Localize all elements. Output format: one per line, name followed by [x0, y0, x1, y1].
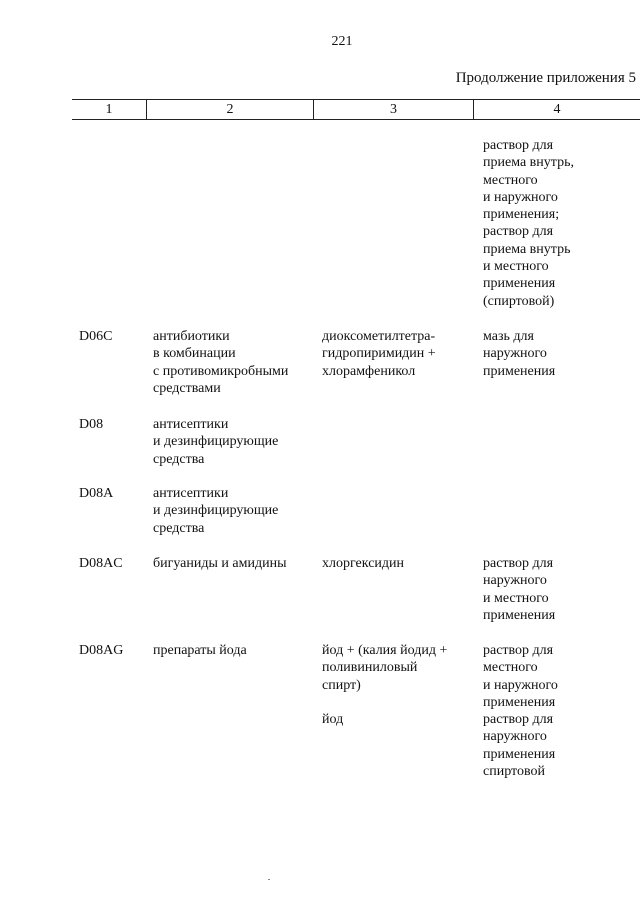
group-name-cell: антисептики и дезинфицирующие средства [153, 486, 279, 536]
column-header-1: 1 [105, 102, 113, 117]
dosage-forms-cell: раствор для наружного применения спиртовой [483, 712, 556, 779]
group-name-cell: бигуаниды и амидины [153, 556, 287, 571]
scan-speck [268, 879, 270, 880]
page-number: 221 [331, 34, 353, 49]
group-name-cell: антисептики и дезинфицирующие средства [153, 417, 279, 467]
inn-cell: йод + (калия йодид + поливиниловый спирт) [322, 643, 448, 693]
atc-code-cell: D08AG [79, 643, 124, 658]
dosage-forms-cell: раствор для приема внутрь, местного и наружного применения; раствор для приема внутрь и местного применения (спиртовой) [483, 138, 574, 309]
column-header-4: 4 [553, 102, 561, 117]
atc-code-cell: D08 [79, 417, 104, 432]
group-name-cell: антибиотики в комбинации с противомикробными средствами [153, 329, 289, 396]
dosage-forms-cell: раствор для местного и наружного применения [483, 643, 558, 710]
inn-cell: диоксометилтетра- гидропиримидин + хлорамфеникол [322, 329, 436, 379]
inn-cell: хлоргексидин [322, 556, 405, 571]
atc-code-cell: D08AC [79, 556, 123, 571]
continuation-label: Продолжение приложения 5 [455, 70, 636, 86]
atc-code-cell: D06C [79, 329, 113, 344]
atc-code-cell: D08A [79, 486, 114, 501]
dosage-forms-cell: раствор для наружного и местного применения [483, 556, 556, 623]
column-header-row [72, 99, 640, 120]
group-name-cell: препараты йода [153, 643, 247, 658]
column-header-2: 2 [226, 102, 234, 117]
dosage-forms-cell: мазь для наружного применения [483, 329, 556, 379]
inn-cell: йод [322, 712, 344, 727]
column-header-3: 3 [390, 102, 397, 117]
